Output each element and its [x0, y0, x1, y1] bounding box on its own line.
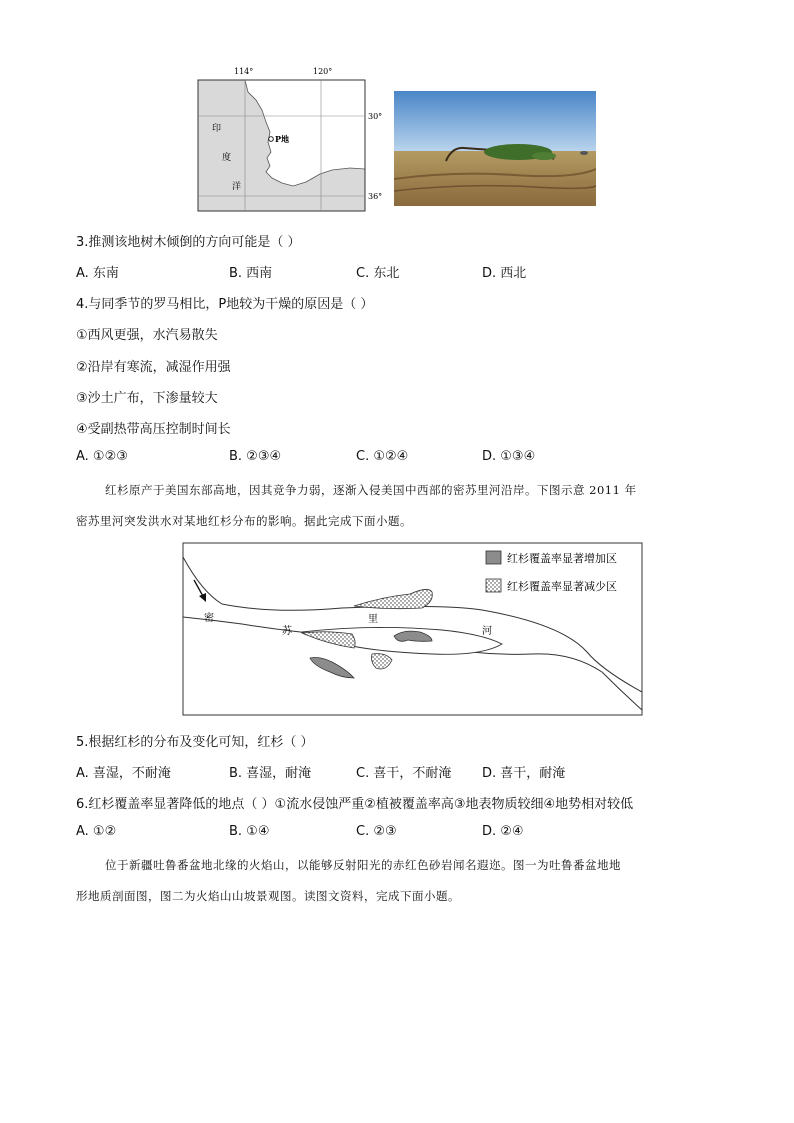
river-label-char: 里 — [368, 614, 378, 625]
option-d[interactable]: D. 喜干，耐淹 — [482, 766, 566, 781]
option-d[interactable]: D. 西北 — [482, 266, 527, 281]
statement: ①西风更强，水汽易散失 — [76, 328, 218, 343]
legend-increase-label: 红杉覆盖率显著增加区 — [507, 552, 617, 565]
lat-label: 30° — [368, 112, 383, 121]
passage-line: 位于新疆吐鲁番盆地北缘的火焰山，以能够反射阳光的赤红色砂岩闻名遐迩。图一为吐鲁番盆地地 — [105, 858, 621, 872]
option-a[interactable]: A. 喜湿，不耐淹 — [76, 766, 171, 781]
option-c[interactable]: C. ①②④ — [356, 449, 409, 464]
option-b[interactable]: B. 西南 — [229, 266, 273, 281]
lon-label: 120° — [313, 67, 333, 76]
option-c[interactable]: C. 喜干，不耐淹 — [356, 766, 452, 781]
leaning-tree-photo — [394, 91, 596, 206]
question-4: 4.与同季节的罗马相比，P地较为干燥的原因是（ ） — [76, 297, 374, 312]
option-c[interactable]: C. ②③ — [356, 824, 397, 839]
distant-shrub — [580, 151, 588, 155]
sky — [394, 91, 596, 153]
option-b[interactable]: B. ①④ — [229, 824, 270, 839]
field — [394, 151, 596, 206]
ocean-label-char: 印 — [212, 124, 222, 134]
legend-decrease-swatch — [486, 579, 501, 592]
ocean-label-char: 洋 — [232, 182, 242, 192]
passage-line: 红杉原产于美国东部高地，因其竞争力弱，逐渐入侵美国中西部的密苏里河沿岸。下图示意 2011 年 — [105, 483, 637, 497]
lat-label: 36° — [368, 192, 383, 201]
river-label-char: 苏 — [282, 626, 292, 637]
tree-canopy — [532, 152, 556, 160]
west-australia-map — [190, 62, 390, 214]
statement: ③沙土广布，下渗量较大 — [76, 391, 218, 406]
river-label-char: 密 — [204, 613, 214, 624]
option-b[interactable]: B. 喜湿，耐淹 — [229, 766, 312, 781]
statement: ④受副热带高压控制时间长 — [76, 422, 231, 437]
question-3: 3.推测该地树木倾倒的方向可能是（ ） — [76, 235, 301, 250]
ocean-label-char: 度 — [222, 153, 232, 163]
lon-label: 114° — [234, 67, 254, 76]
point-p-label: P地 — [275, 134, 290, 144]
option-d[interactable]: D. ①③④ — [482, 449, 536, 464]
option-c[interactable]: C. 东北 — [356, 266, 400, 281]
statement: ②沿岸有寒流，减湿作用强 — [76, 360, 231, 375]
legend-decrease-label: 红杉覆盖率显著减少区 — [507, 580, 617, 593]
question-6: 6.红杉覆盖率显著降低的地点（ ）①流水侵蚀严重②植被覆盖率高③地表物质较细④地势相对较低 — [76, 797, 634, 812]
legend-increase-swatch — [486, 551, 501, 564]
option-d[interactable]: D. ②④ — [482, 824, 524, 839]
question-5: 5.根据红杉的分布及变化可知，红杉（ ） — [76, 735, 314, 750]
redwood-distribution-figure — [182, 542, 644, 718]
passage-line: 密苏里河突发洪水对某地红杉分布的影响。据此完成下面小题。 — [76, 514, 412, 528]
passage-line: 形地质剖面图，图二为火焰山山坡景观图。读图文资料，完成下面小题。 — [76, 889, 460, 903]
point-p-marker — [269, 137, 274, 142]
option-a[interactable]: A. ①②③ — [76, 449, 128, 464]
option-a[interactable]: A. ①② — [76, 824, 117, 839]
river-label-char: 河 — [482, 626, 492, 637]
option-a[interactable]: A. 东南 — [76, 266, 119, 281]
option-b[interactable]: B. ②③④ — [229, 449, 282, 464]
